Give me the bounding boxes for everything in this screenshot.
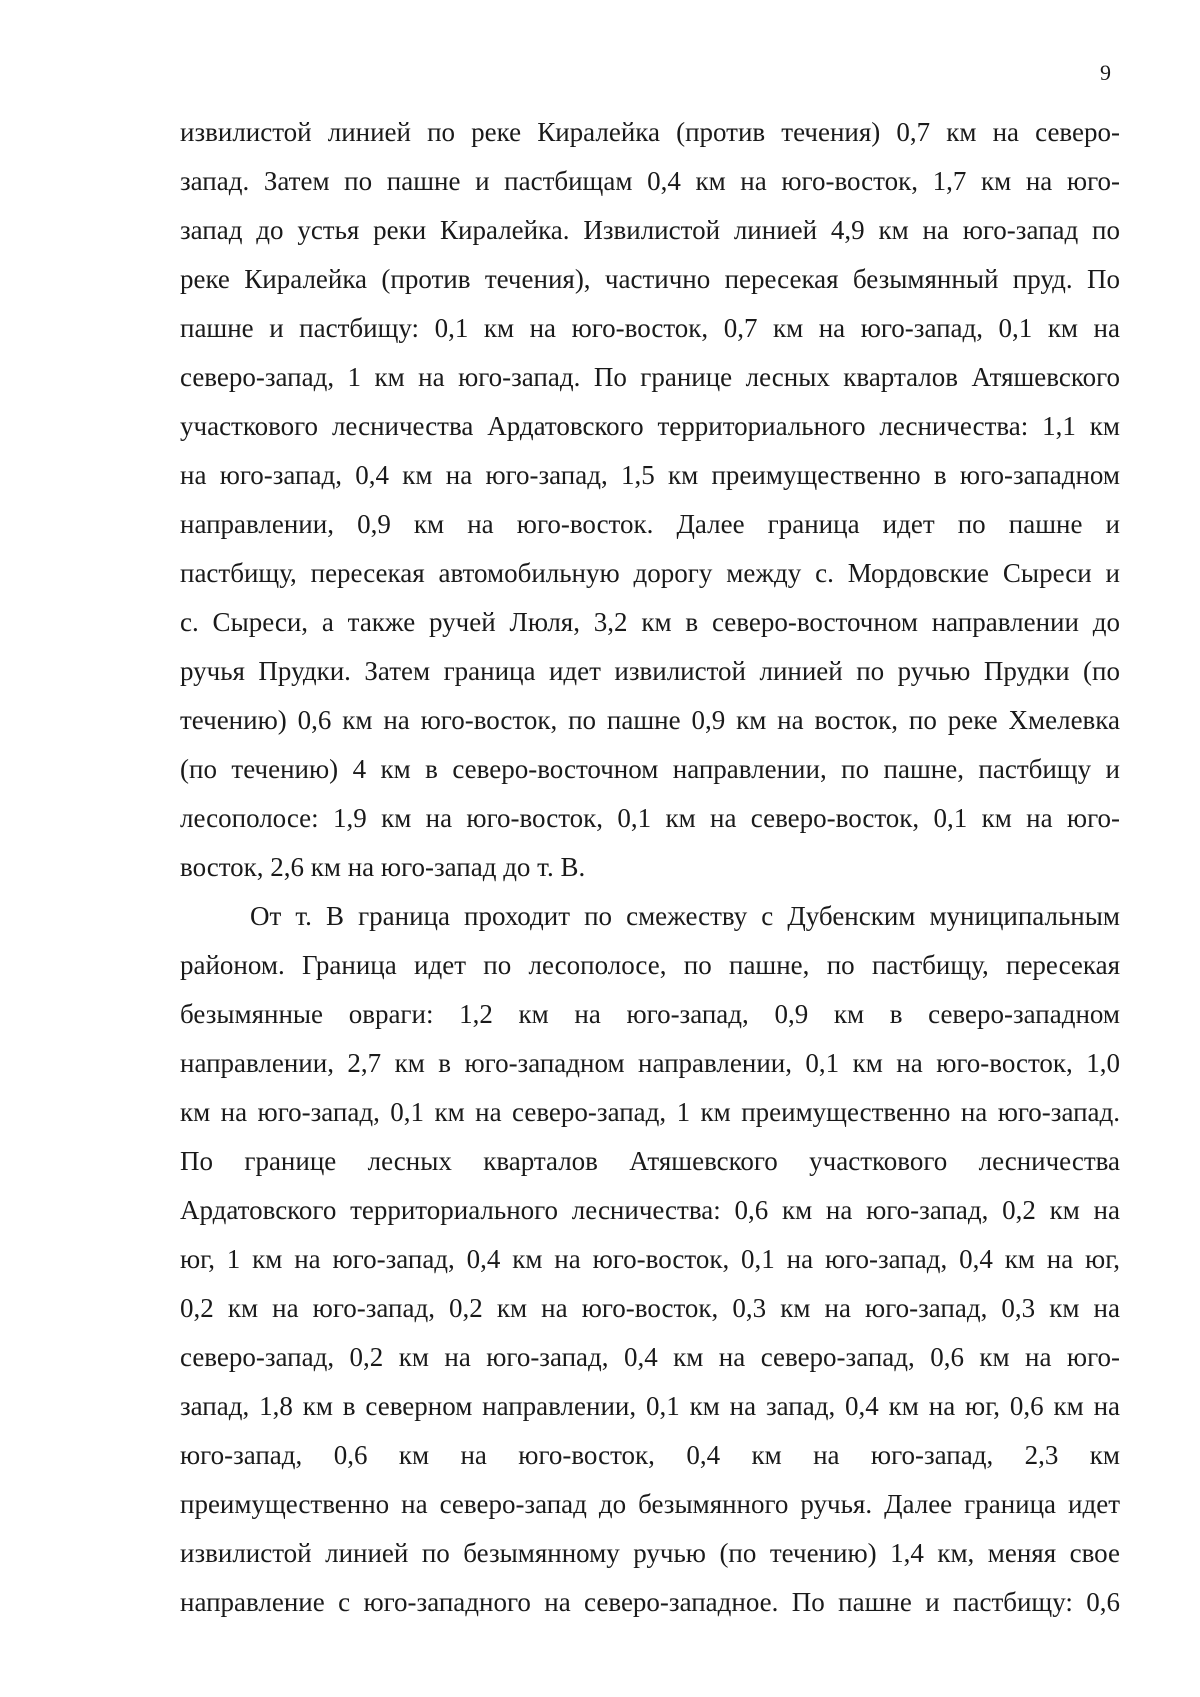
text-line: преимущественно на северо-запад до безымянного ручья. Далее граница идет — [180, 1489, 1120, 1519]
text-line: северо-запад, 0,2 км на юго-запад, 0,4 км на северо-запад, 0,6 км на юго- — [180, 1342, 1120, 1372]
text-line: восток, 2,6 км на юго-запад до т. В. — [180, 852, 586, 882]
text-line: юг, 1 км на юго-запад, 0,4 км на юго-восток, 0,1 на юго-запад, 0,4 км на юг, — [180, 1244, 1120, 1274]
text-line: пашне и пастбищу: 0,1 км на юго-восток, 0,7 км на юго-запад, 0,1 км на — [180, 313, 1120, 343]
text-line: пастбищу, пересекая автомобильную дорогу между с. Мордовские Сыреси и — [180, 558, 1120, 588]
text-line: км на юго-запад, 0,1 км на северо-запад, 1 км преимущественно на юго-запад. — [180, 1097, 1120, 1127]
text-line: (по течению) 4 км в северо-восточном направлении, по пашне, пастбищу и — [180, 754, 1120, 784]
text-line: с. Сыреси, а также ручей Люля, 3,2 км в северо-восточном направлении до — [180, 607, 1120, 637]
text-line: Ардатовского территориального лесничества: 0,6 км на юго-запад, 0,2 км на — [180, 1195, 1120, 1225]
text-line: извилистой линией по безымянному ручью (по течению) 1,4 км, меняя свое — [180, 1538, 1120, 1568]
text-line: безымянные овраги: 1,2 км на юго-запад, 0,9 км в северо-западном — [180, 999, 1120, 1029]
text-line: извилистой линией по реке Киралейка (против течения) 0,7 км на северо- — [180, 117, 1120, 147]
text-line: направление с юго-западного на северо-западное. По пашне и пастбищу: 0,6 — [180, 1587, 1120, 1617]
text-line: течению) 0,6 км на юго-восток, по пашне 0,9 км на восток, по реке Хмелевка — [180, 705, 1120, 735]
text-line: запад. Затем по пашне и пастбищам 0,4 км на юго-восток, 1,7 км на юго- — [180, 166, 1120, 196]
paragraph-1 — [180, 108, 1120, 892]
text-line: направлении, 2,7 км в юго-западном направлении, 0,1 км на юго-восток, 1,0 — [180, 1048, 1120, 1078]
text-line: участкового лесничества Ардатовского территориального лесничества: 1,1 км — [180, 411, 1120, 441]
text-line: северо-запад, 1 км на юго-запад. По границе лесных кварталов Атяшевского — [180, 362, 1120, 392]
text-line: лесополосе: 1,9 км на юго-восток, 0,1 км на северо-восток, 0,1 км на юго- — [180, 803, 1120, 833]
text-line: От т. В граница проходит по смежеству с Дубенским муниципальным — [250, 901, 1120, 931]
document-body — [180, 108, 1120, 1627]
paragraph-2 — [180, 892, 1120, 1627]
text-line: юго-запад, 0,6 км на юго-восток, 0,4 км на юго-запад, 2,3 км — [180, 1440, 1120, 1470]
text-line: запад, 1,8 км в северном направлении, 0,1 км на запад, 0,4 км на юг, 0,6 км на — [180, 1391, 1120, 1421]
text-line: По границе лесных кварталов Атяшевского участкового лесничества — [180, 1146, 1120, 1176]
text-line: 0,2 км на юго-запад, 0,2 км на юго-восток, 0,3 км на юго-запад, 0,3 км на — [180, 1293, 1120, 1323]
text-line: запад до устья реки Киралейка. Извилистой линией 4,9 км на юго-запад по — [180, 215, 1120, 245]
text-line: ручья Прудки. Затем граница идет извилистой линией по ручью Прудки (по — [180, 656, 1120, 686]
text-line: районом. Граница идет по лесополосе, по пашне, по пастбищу, пересекая — [180, 950, 1120, 980]
page-number: 9 — [1100, 60, 1111, 85]
text-line: направлении, 0,9 км на юго-восток. Далее граница идет по пашне и — [180, 509, 1120, 539]
text-line: реке Киралейка (против течения), частично пересекая безымянный пруд. По — [180, 264, 1120, 294]
text-line: на юго-запад, 0,4 км на юго-запад, 1,5 км преимущественно в юго-западном — [180, 460, 1120, 490]
